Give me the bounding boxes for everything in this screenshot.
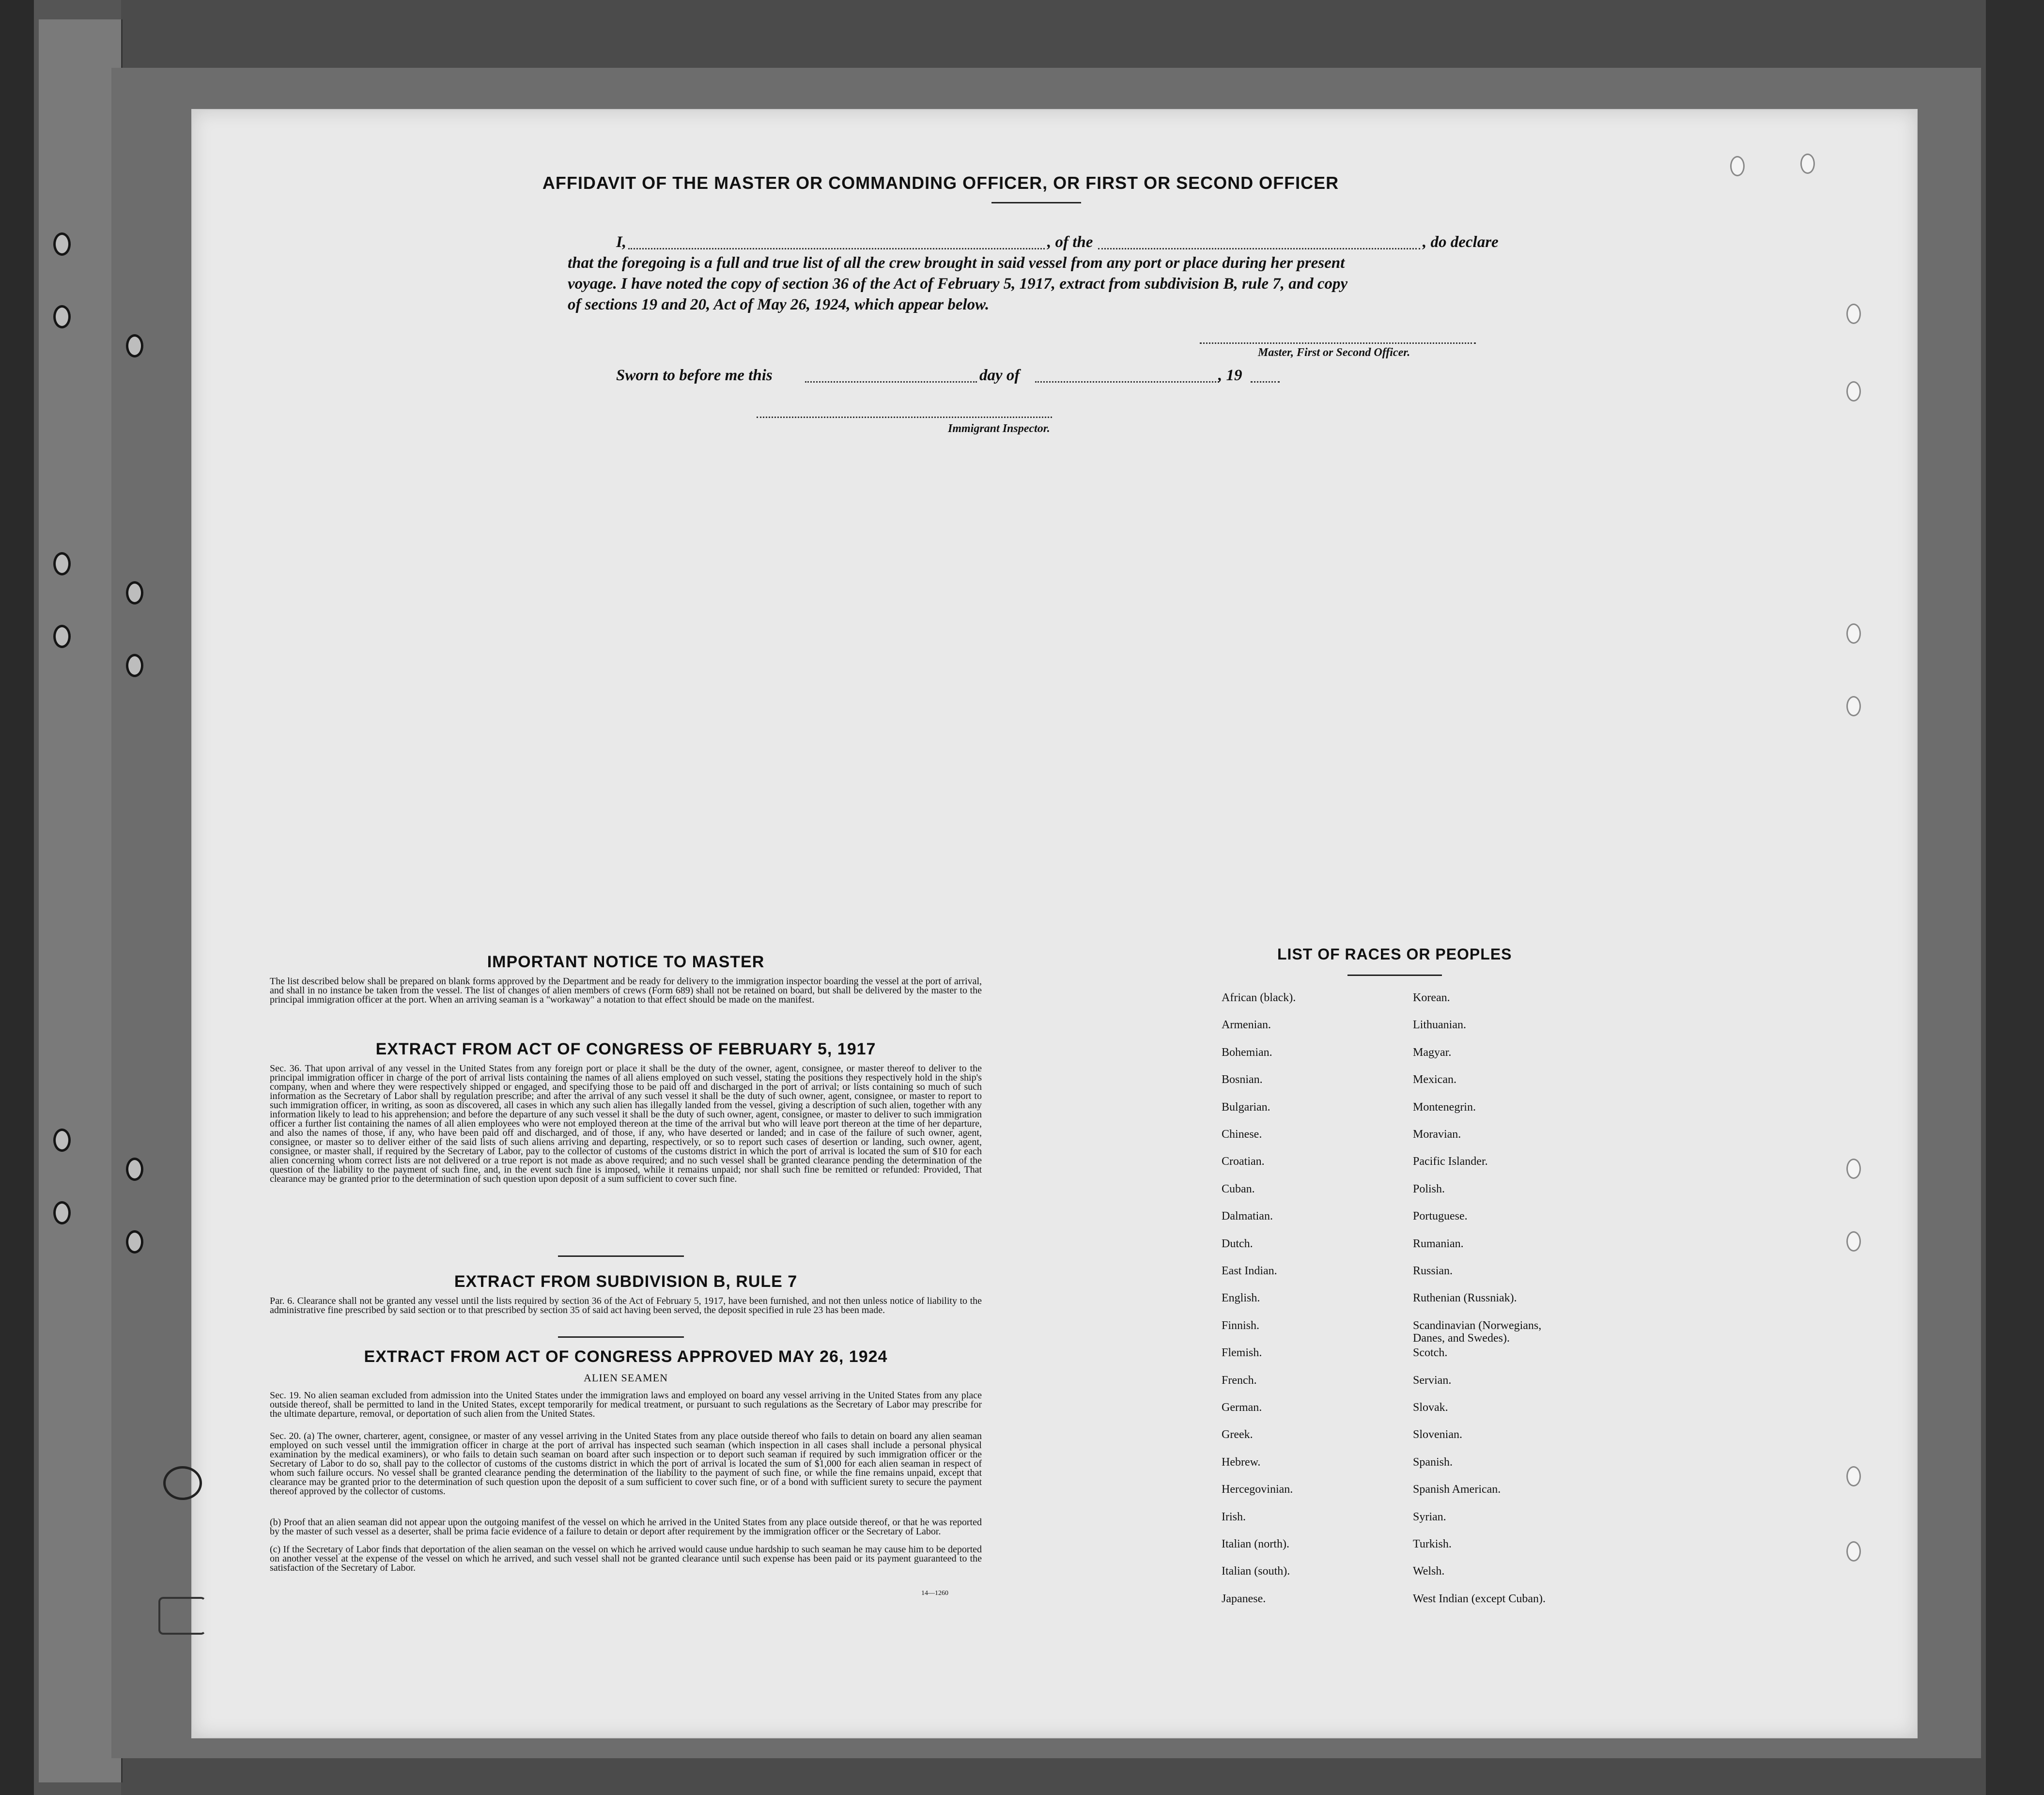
race-entry: Bulgarian. bbox=[1222, 1100, 1270, 1114]
handwritten-mark bbox=[163, 1466, 202, 1500]
master-signature-line[interactable] bbox=[1200, 342, 1476, 344]
race-entry: Syrian. bbox=[1413, 1510, 1446, 1523]
binder-hole-icon bbox=[53, 305, 71, 328]
race-entry: West Indian (except Cuban). bbox=[1413, 1592, 1546, 1605]
race-entry: Greek. bbox=[1222, 1428, 1253, 1441]
race-entry: Hebrew. bbox=[1222, 1455, 1261, 1469]
extract-1917-text: Sec. 36. That upon arrival of any vessel in the United States from any foreign port or place it shall be the duty of the owner, agent, consignee, or master thereof to deliver to the principal immigration officer in charge of the port of arrival lists containing the names of all aliens employed on such vessel, stating the positions they respectively hold in the ship's company, when and where they were respectively shipped or engaged, and specifying those to be paid off and discharged in the port of arrival; or lists containing so much of such information as the Secretary of Labor shall by regulation prescribe; and after the arrival of any such vessel it shall be the duty of such owner, agent, consignee, or master to report to such immigration officer, in writing, as soon as discovered, all cases in which any such alien has illegally landed from the vessel, giving a description of such alien, together with any information likely to lead to his apprehension; and before the departure of any such vessel it shall be the duty of such owner, agent, consignee, or master to deliver to such immigration officer a further list containing the names of all alien employees who were not employed thereon at the time of the arrival but who will leave port thereon at the time of her departure, and also the names of those, if any, who have been paid off and discharged, and of those, if any, who have deserted or landed; and in case of the failure of such owner, agent, consignee, or master so to deliver either of the said lists of such aliens arriving and departing, respectively, or so to report such cases of desertion or landing, such owner, agent, consignee, or master shall, if required by the Secretary of Labor, pay to the collector of customs of the customs district in which the port of arrival is located the sum of $10 for each alien concerning whom correct lists are not delivered or a true report is not made as above required; and no such vessel shall be granted clearance pending the determination of the question of the liability to the payment of such fine, and, in the event such fine is imposed, while it remains unpaid; nor shall such fine be remitted or refunded: Provided, That clearance may be granted prior to the determination of such question upon deposit of a sum sufficient to cover such fine. bbox=[270, 1063, 982, 1184]
sec20a-text: Sec. 20. (a) The owner, charterer, agent, consignee, or master of any vessel arriving in the United States from any place outside thereof who fails to detain on board any alien seaman employed on such vessel until the immigration officer in charge at the port of arrival has inspected such seaman (which inspection in all cases shall include a personal physical examination by the medical examiners), or who fails to detain such seaman on board after such inspection or to deport such seaman if required by such immigration officer or the Secretary of Labor to do so, shall pay to the collector of customs of the customs district in which the port of arrival is located the sum of $1,000 for each alien seaman in respect of whom such failure occurs. No vessel shall be granted clearance pending the determination of the liability to the payment of such fine, or while the fine remains unpaid, except that clearance may be granted prior to the determination of such question upon the deposit of a sum sufficient to cover such fine, or of a bond with sufficient surety to secure the payment thereof approved by the collector of customs. bbox=[270, 1431, 982, 1497]
inspector-signature-line[interactable] bbox=[757, 417, 1052, 418]
of-the-label: , of the bbox=[1047, 233, 1093, 251]
binder-hole-icon bbox=[53, 625, 71, 648]
sworn-label: Sworn to before me this bbox=[616, 367, 773, 384]
race-entry: Magyar. bbox=[1413, 1046, 1452, 1059]
punch-hole-icon bbox=[1846, 381, 1861, 402]
notice-heading: IMPORTANT NOTICE TO MASTER bbox=[487, 953, 765, 971]
race-entry: Flemish. bbox=[1222, 1346, 1262, 1360]
races-heading: LIST OF RACES OR PEOPLES bbox=[1277, 945, 1512, 963]
day-of-label: day of bbox=[979, 367, 1020, 384]
race-entry: Rumanian. bbox=[1413, 1237, 1464, 1250]
punch-hole-icon bbox=[1846, 1159, 1861, 1179]
section-rule bbox=[558, 1336, 684, 1338]
binder-hole-icon bbox=[53, 232, 71, 256]
race-entry: Finnish. bbox=[1222, 1319, 1260, 1332]
sec19-text: Sec. 19. No alien seaman excluded from admission into the United States under the immigration laws and employed on board any vessel arriving in the United States from any place outside thereof, shall be permitted to land in the United States, except temporarily for medical treatment, or pursuant to such regulations as the Secretary of Labor may prescribe for the ultimate departure, removal, or deportation of such alien from the United States. bbox=[270, 1390, 982, 1419]
affidavit-line-2: that the foregoing is a full and true list of all the crew brought in said vessel from any port or place during her present bbox=[568, 254, 1345, 272]
race-entry: French. bbox=[1222, 1374, 1257, 1387]
rule7-text: Par. 6. Clearance shall not be granted any vessel until the lists required by section 36 of the Act of February 5, 1917, have been furnished, and not then unless notice of liability to the administrative fine prescribed by said section or to that prescribed by section 35 of said act having been served, the deposit specified in rule 23 has been made. bbox=[270, 1296, 982, 1315]
vessel-blank[interactable] bbox=[1098, 248, 1420, 249]
sworn-month-blank[interactable] bbox=[1035, 381, 1219, 383]
binder-hole-icon bbox=[126, 654, 143, 677]
master-signature-label: Master, First or Second Officer. bbox=[1258, 346, 1410, 359]
sworn-day-blank[interactable] bbox=[805, 381, 977, 383]
race-entry: Ruthenian (Russniak). bbox=[1413, 1292, 1517, 1305]
sec20b-text: (b) Proof that an alien seaman did not appear upon the outgoing manifest of the vessel on which he arrived in the United States from any place outside thereof, or that he was reported by the master of such vessel as a deserter, shall be prima facie evidence of a failure to detain or deport after requirement by the immigration officer or the Secretary of Labor. bbox=[270, 1517, 982, 1537]
race-entry: African (black). bbox=[1222, 991, 1296, 1004]
affidavit-i-label: I, bbox=[616, 233, 627, 251]
race-entry: Bosnian. bbox=[1222, 1073, 1263, 1086]
binder-hole-icon bbox=[53, 1201, 71, 1224]
race-entry: Portuguese. bbox=[1413, 1210, 1468, 1223]
binder-hole-icon bbox=[126, 1230, 143, 1253]
affidavit-heading: AFFIDAVIT OF THE MASTER OR COMMANDING OFFICER, OR FIRST OR SECOND OFFICER bbox=[542, 173, 1339, 193]
race-entry: Montenegrin. bbox=[1413, 1100, 1476, 1114]
binder-hole-icon bbox=[126, 581, 143, 604]
race-entry: Cuban. bbox=[1222, 1182, 1255, 1195]
binder-hole-icon bbox=[126, 1158, 143, 1181]
inspector-label: Immigrant Inspector. bbox=[948, 422, 1050, 435]
race-entry: Turkish. bbox=[1413, 1538, 1452, 1550]
race-entry: Armenian. bbox=[1222, 1019, 1271, 1032]
race-entry: Mexican. bbox=[1413, 1073, 1456, 1086]
race-entry: Hercegovinian. bbox=[1222, 1483, 1293, 1496]
race-entry: Scotch. bbox=[1413, 1346, 1448, 1360]
race-entry: Korean. bbox=[1413, 991, 1450, 1004]
race-entry: Slovak. bbox=[1413, 1401, 1448, 1414]
extract-1924-heading: EXTRACT FROM ACT OF CONGRESS APPROVED MAY 26, 1924 bbox=[364, 1347, 888, 1366]
race-entry: Moravian. bbox=[1413, 1128, 1461, 1141]
punch-hole-icon bbox=[1846, 1231, 1861, 1252]
races-rule bbox=[1347, 975, 1442, 976]
race-entry: Servian. bbox=[1413, 1374, 1452, 1387]
punch-hole-icon bbox=[1846, 696, 1861, 716]
race-entry: East Indian. bbox=[1222, 1265, 1277, 1277]
year-blank[interactable] bbox=[1251, 381, 1280, 383]
affidavit-line-3: voyage. I have noted the copy of section 36 of the Act of February 5, 1917, extract from subdivision B, rule 7, and copy bbox=[568, 275, 1348, 293]
race-entry: Dutch. bbox=[1222, 1237, 1253, 1250]
race-entry: Polish. bbox=[1413, 1182, 1445, 1195]
affidavit-line-4: of sections 19 and 20, Act of May 26, 1924, which appear below. bbox=[568, 296, 990, 313]
race-entry: Lithuanian. bbox=[1413, 1019, 1466, 1032]
binder-hole-icon bbox=[53, 552, 71, 575]
race-entry: Slovenian. bbox=[1413, 1428, 1462, 1441]
year-label: , 19 bbox=[1218, 367, 1242, 384]
extract-1917-heading: EXTRACT FROM ACT OF CONGRESS OF FEBRUARY 5, 1917 bbox=[375, 1040, 876, 1058]
binder-hole-icon bbox=[53, 1129, 71, 1152]
notice-text: The list described below shall be prepared on blank forms approved by the Department and be ready for delivery to the immigration inspector boarding the vessel at the port of arrival, and shall in no instance be taken from the vessel. The list of changes of alien members of crews (Form 689) shall not be retained on board, but shall be delivered by the master to the principal immigration officer at the port. When an arriving seaman is a "workaway" a notation to that effect should be made on the manifest. bbox=[270, 976, 982, 1005]
race-entry: Chinese. bbox=[1222, 1128, 1262, 1141]
punch-hole-icon bbox=[1730, 156, 1745, 176]
left-binding-strip bbox=[39, 19, 123, 1782]
punch-hole-icon bbox=[1846, 623, 1861, 644]
race-entry: German. bbox=[1222, 1401, 1262, 1414]
race-entry: Bohemian. bbox=[1222, 1046, 1272, 1059]
alien-seamen-subheading: ALIEN SEAMEN bbox=[584, 1372, 668, 1384]
punch-hole-icon bbox=[1800, 154, 1815, 174]
punch-hole-icon bbox=[1846, 1541, 1861, 1562]
race-entry: English. bbox=[1222, 1292, 1260, 1305]
declare-label: , do declare bbox=[1423, 233, 1499, 251]
race-entry: Dalmatian. bbox=[1222, 1210, 1273, 1223]
race-entry: Italian (north). bbox=[1222, 1538, 1289, 1550]
handwritten-mark bbox=[158, 1597, 206, 1635]
binder-hole-icon bbox=[126, 334, 143, 357]
heading-rule bbox=[991, 202, 1081, 203]
race-entry: Italian (south). bbox=[1222, 1565, 1290, 1578]
race-entry: Spanish American. bbox=[1413, 1483, 1501, 1496]
race-entry: Irish. bbox=[1222, 1510, 1246, 1523]
race-entry: Croatian. bbox=[1222, 1155, 1265, 1168]
section-rule bbox=[558, 1255, 684, 1257]
punch-hole-icon bbox=[1846, 304, 1861, 324]
race-entry: Spanish. bbox=[1413, 1455, 1453, 1469]
punch-hole-icon bbox=[1846, 1466, 1861, 1486]
form-number: 14—1260 bbox=[921, 1590, 948, 1597]
race-entry: Welsh. bbox=[1413, 1565, 1445, 1578]
name-blank[interactable] bbox=[628, 248, 1045, 249]
affidavit-page bbox=[191, 109, 1918, 1738]
sec20c-text: (c) If the Secretary of Labor finds that deportation of the alien seaman on the vessel on which he arrived would cause undue hardship to such seaman he may cause him to be deported on another vessel at the expense of the vessel on which he arrived, and such vessel shall not be granted clearance until such expense has been paid or its payment guaranteed to the satisfaction of the Secretary of Labor. bbox=[270, 1544, 982, 1573]
race-entry: Japanese. bbox=[1222, 1592, 1266, 1605]
race-entry: Pacific Islander. bbox=[1413, 1155, 1488, 1168]
race-entry: Scandinavian (Norwegians, Danes, and Swedes). bbox=[1413, 1319, 1542, 1345]
rule7-heading: EXTRACT FROM SUBDIVISION B, RULE 7 bbox=[454, 1272, 798, 1291]
race-entry: Russian. bbox=[1413, 1265, 1453, 1277]
